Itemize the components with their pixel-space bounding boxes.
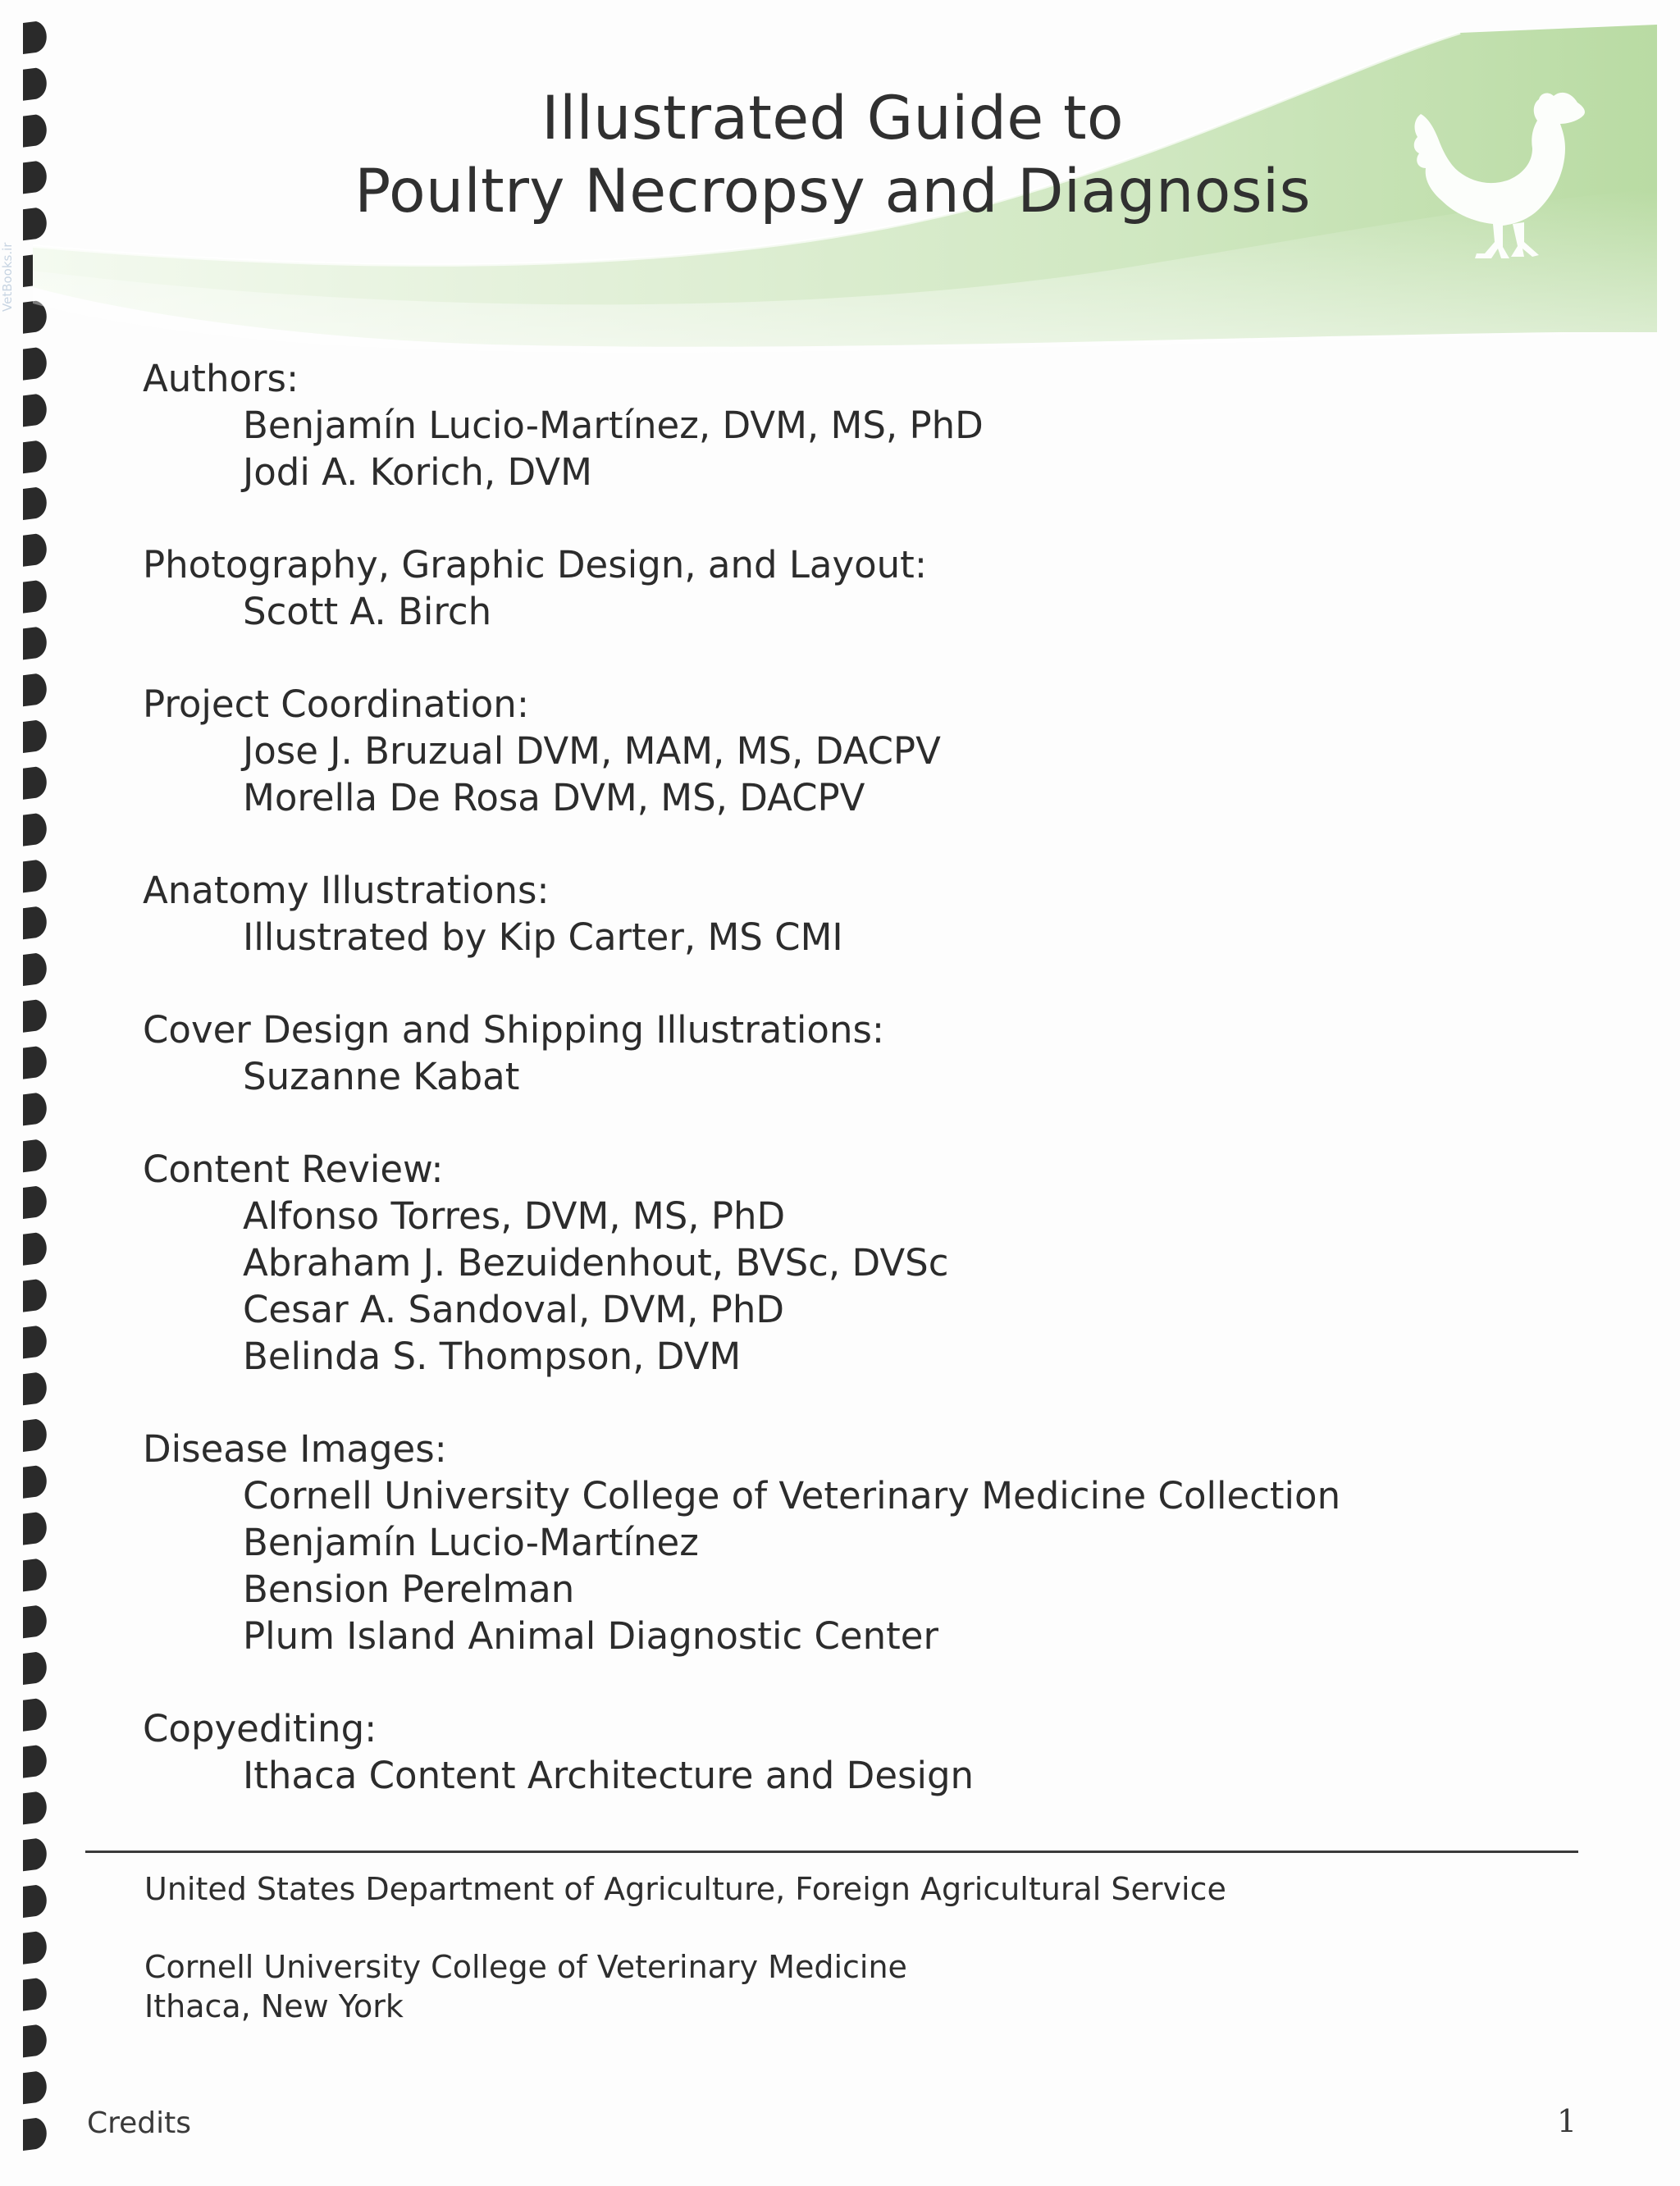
binding-hole	[23, 1838, 47, 1871]
binding-hole	[23, 860, 47, 892]
binding-hole	[23, 1699, 47, 1732]
binding-hole	[23, 767, 47, 800]
credit-role: Authors:	[143, 357, 299, 400]
credit-name: Ithaca Content Architecture and Design	[243, 1754, 975, 1797]
credit-role: Content Review:	[143, 1148, 444, 1191]
binding-hole	[23, 1605, 47, 1638]
credit-section	[143, 1146, 1537, 1380]
credit-section	[143, 681, 1537, 821]
binding-hole	[23, 1746, 47, 1778]
binding-hole	[23, 906, 47, 939]
binding-hole	[23, 1466, 47, 1499]
footer-divider	[85, 1851, 1578, 1853]
binding-hole	[23, 1978, 47, 2011]
credit-name: Bension Perelman	[243, 1568, 575, 1611]
credit-name: Suzanne Kabat	[243, 1055, 520, 1098]
page-title-line-2: Poultry Necropsy and Diagnosis	[354, 157, 1311, 226]
credit-name: Morella De Rosa DVM, MS, DACPV	[243, 776, 865, 819]
footer-location: Ithaca, New York	[144, 1988, 404, 2024]
binding-hole	[23, 1326, 47, 1358]
binding-hole	[23, 487, 47, 520]
binding-hole	[23, 1139, 47, 1172]
binding-hole	[23, 1000, 47, 1033]
credit-section	[143, 1006, 1537, 1100]
binding-hole	[23, 1652, 47, 1685]
credit-name: Benjamín Lucio-Martínez, DVM, MS, PhD	[243, 404, 984, 447]
credit-section	[143, 867, 1537, 961]
binding-hole	[23, 1791, 47, 1824]
credit-role: Project Coordination:	[143, 682, 529, 726]
footer-org-usda: United States Department of Agriculture, Foreign Agricultural Service	[144, 1871, 1226, 1907]
binding-hole	[23, 440, 47, 473]
credit-name: Alfonso Torres, DVM, MS, PhD	[243, 1194, 786, 1238]
credit-name: Illustrated by Kip Carter, MS CMI	[243, 915, 843, 959]
credit-section	[143, 1426, 1537, 1659]
watermark-text: VetBooks.ir	[0, 242, 15, 312]
hen-silhouette-icon	[1409, 78, 1606, 299]
running-footer-section: Credits	[87, 2106, 192, 2140]
binding-hole	[23, 627, 47, 659]
binding-hole	[23, 2118, 47, 2151]
binding-hole	[23, 1419, 47, 1452]
binding-hole	[23, 1233, 47, 1266]
binding-hole	[23, 534, 47, 567]
binding-hole	[23, 1372, 47, 1405]
binding-hole	[23, 1047, 47, 1079]
binding-hole	[23, 1558, 47, 1591]
binding-hole	[23, 673, 47, 706]
page-number: 1	[1557, 2103, 1577, 2139]
binding-hole	[23, 2024, 47, 2057]
credit-section	[143, 1705, 1537, 1799]
credit-role: Anatomy Illustrations:	[143, 869, 550, 912]
credit-name: Scott A. Birch	[243, 590, 492, 633]
binding-hole	[23, 1513, 47, 1545]
credit-name: Plum Island Animal Diagnostic Center	[243, 1614, 938, 1658]
credit-name: Cesar A. Sandoval, DVM, PhD	[243, 1288, 784, 1331]
binding-hole	[23, 814, 47, 847]
page-title-line-1: Illustrated Guide to	[541, 84, 1124, 153]
credit-name: Belinda S. Thompson, DVM	[243, 1335, 742, 1378]
credit-name: Benjamín Lucio-Martínez	[243, 1521, 699, 1564]
credit-name: Jose J. Bruzual DVM, MAM, MS, DACPV	[243, 729, 941, 773]
binding-hole	[23, 2071, 47, 2104]
binding-hole	[23, 1885, 47, 1918]
credit-role: Photography, Graphic Design, and Layout:	[143, 543, 927, 586]
binding-hole	[23, 953, 47, 986]
credit-role: Copyediting:	[143, 1707, 377, 1750]
credit-name: Abraham J. Bezuidenhout, BVSc, DVSc	[243, 1241, 949, 1285]
footer-org-cornell: Cornell University College of Veterinary Medicine	[144, 1949, 907, 1985]
credits-list	[143, 355, 1537, 1845]
binding-hole	[23, 1932, 47, 1965]
binding-hole	[23, 1093, 47, 1125]
credit-name: Jodi A. Korich, DVM	[243, 450, 592, 494]
credit-role: Disease Images:	[143, 1427, 447, 1471]
credit-role: Cover Design and Shipping Illustrations:	[143, 1008, 885, 1052]
binding-hole	[23, 394, 47, 427]
credit-section	[143, 355, 1537, 495]
credit-name: Cornell University College of Veterinary Medicine Collection	[243, 1474, 1341, 1517]
binding-hole	[23, 1186, 47, 1219]
binding-hole	[23, 581, 47, 614]
binding-hole	[23, 720, 47, 753]
credit-section	[143, 541, 1537, 635]
binding-hole	[23, 1280, 47, 1312]
